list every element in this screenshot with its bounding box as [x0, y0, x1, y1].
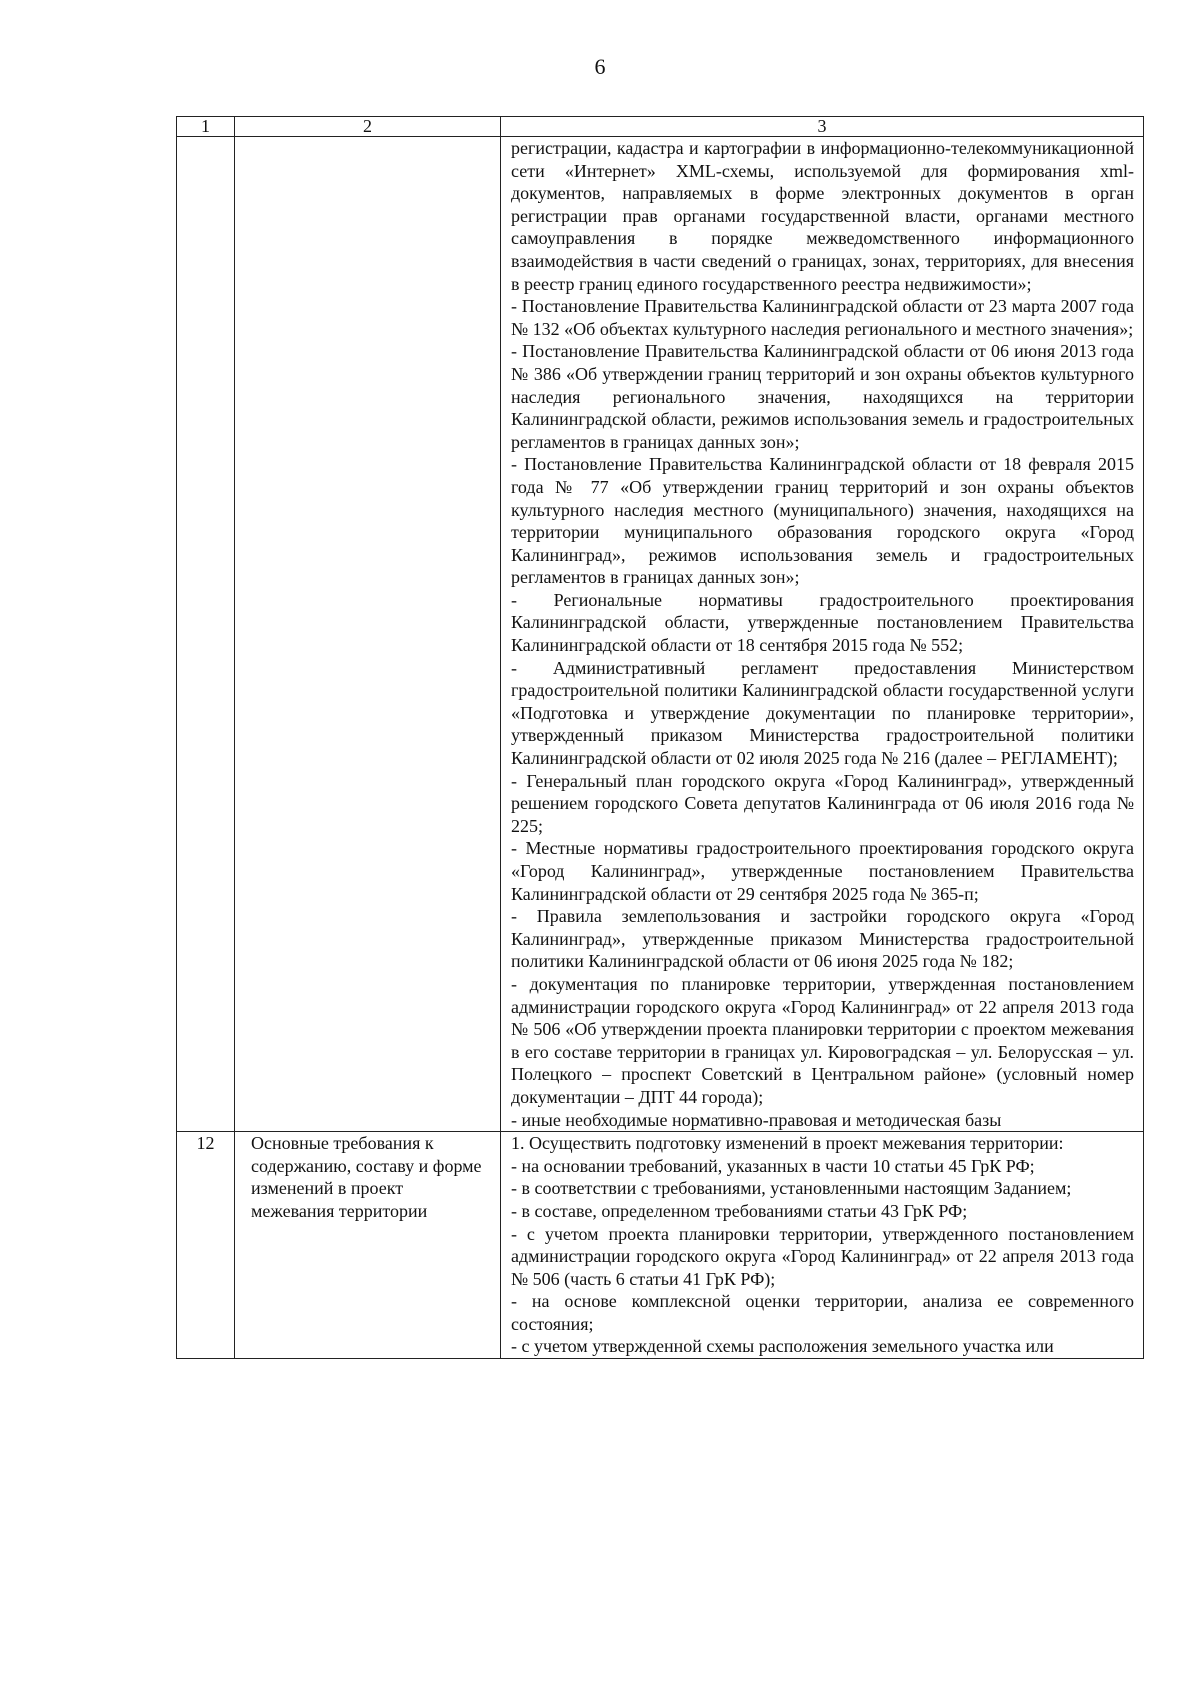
content-paragraph: - с учетом утвержденной схемы расположения земельного участка или: [511, 1336, 1054, 1357]
content-paragraph: - Постановление Правительства Калининградской области от 06 июня 2013 года № 386 «Об утверждении границ территорий и зон охраны объектов культурного наследия регионального значения, находящихся на территории Калининградской области, режимов использования земель и градостроительных регламентов в границах данных зон»;: [511, 341, 1134, 452]
requirements-table: [176, 116, 1144, 1359]
content-paragraph: - с учетом проекта планировки территории, утвержденного постановлением администрации городского округа «Город Калининград» от 22 апреля 2013 года № 506 (часть 6 статьи 41 ГрК РФ);: [511, 1223, 1134, 1289]
content-paragraph: - Постановление Правительства Калининградской области от 23 марта 2007 года № 132 «Об объектах культурного наследия регионального и местного значения»;: [511, 296, 1134, 339]
content-paragraph: - в составе, определенном требованиями статьи 43 ГрК РФ;: [511, 1200, 968, 1221]
content-paragraph: - Правила землепользования и застройки городского округа «Город Калининград», утвержденные приказом Министерства градостроительной политики Калининградской области от 06 июня 2025 года № 182;: [511, 906, 1134, 972]
content-paragraph: регистрации, кадастра и картографии в информационно-телекоммуникационной сети «Интернет» XML-схемы, используемой для формирования xml-документов, направляемых в форме электронных документов в орган регистрации прав органами государственной власти, органами местного самоуправления в порядке межведомственного информационного взаимодействия в части сведений о границах, зонах, территориях, для внесения в реестр границ единого государственного реестра недвижимости»;: [511, 138, 1134, 294]
content-paragraph: - Региональные нормативы градостроительного проектирования Калининградской области, утвержденные постановлением Правительства Калининградской области от 18 сентября 2015 года № 552;: [511, 589, 1134, 656]
content-paragraph: - Генеральный план городского округа «Город Калининград», утвержденный решением городского Совета депутатов Калининграда от 06 июля 2016 года № 225;: [511, 770, 1134, 836]
header-col-1: 1: [177, 117, 235, 137]
row-title-cell: [235, 137, 501, 1132]
content-paragraph: - Постановление Правительства Калининградской области от 18 февраля 2015 года № 77 «Об утверждении границ территорий и зон охраны объектов культурного наследия местного (муниципального) значения, находящихся на территории муниципального образования городского округа «Город Калининград», режимов использования земель и градостроительных регламентов в границах данных зон»;: [511, 454, 1134, 588]
row-content-cell: [501, 137, 1144, 1132]
content-paragraph: - на основе комплексной оценки территории, анализа ее современного состояния;: [511, 1291, 1134, 1334]
content-paragraph: - в соответствии с требованиями, установленными настоящим Заданием;: [511, 1178, 1072, 1199]
header-col-3: 3: [501, 117, 1144, 137]
table-header-row: [177, 117, 1144, 137]
row-title-cell: Основные требования к содержанию, составу и форме изменений в проект межевания территории: [235, 1132, 501, 1359]
content-paragraph: - Местные нормативы градостроительного проектирования городского округа «Город Калининград», утвержденные постановлением Правительства Калининградской области от 29 сентября 2025 года № 365-п;: [511, 838, 1134, 904]
page-number: 6: [594, 54, 606, 79]
content-paragraph: 1. Осуществить подготовку изменений в проект межевания территории:: [511, 1133, 1064, 1154]
content-paragraph: - документация по планировке территории, утвержденная постановлением администрации городского округа «Город Калининград» от 22 апреля 2013 года № 506 «Об утверждении проекта планировки территории с проектом межевания в его составе территории в границах ул. Кировоградская – ул. Белорусская – ул. Полецкого – проспект Советский в Центральном районе» (условный номер документации – ДПТ 44 города);: [511, 973, 1134, 1107]
row-number-cell: 12: [177, 1132, 235, 1359]
table-row: [177, 1132, 1144, 1359]
content-paragraph: - иные необходимые нормативно-правовая и методическая базы: [511, 1109, 1002, 1130]
content-paragraph: - Административный регламент предоставления Министерством градостроительной политики Калининградской области государственной услуги «Подготовка и утверждение документации по планировке территории», утвержденный приказом Министерства градостроительной политики Калининградской области от 02 июля 2025 года № 216 (далее – РЕГЛАМЕНТ);: [511, 657, 1134, 769]
table-row: [177, 137, 1144, 1132]
header-col-2: 2: [235, 117, 501, 137]
content-paragraph: - на основании требований, указанных в части 10 статьи 45 ГрК РФ;: [511, 1155, 1035, 1176]
row-content-cell: [501, 1132, 1144, 1359]
row-number-cell: [177, 137, 235, 1132]
